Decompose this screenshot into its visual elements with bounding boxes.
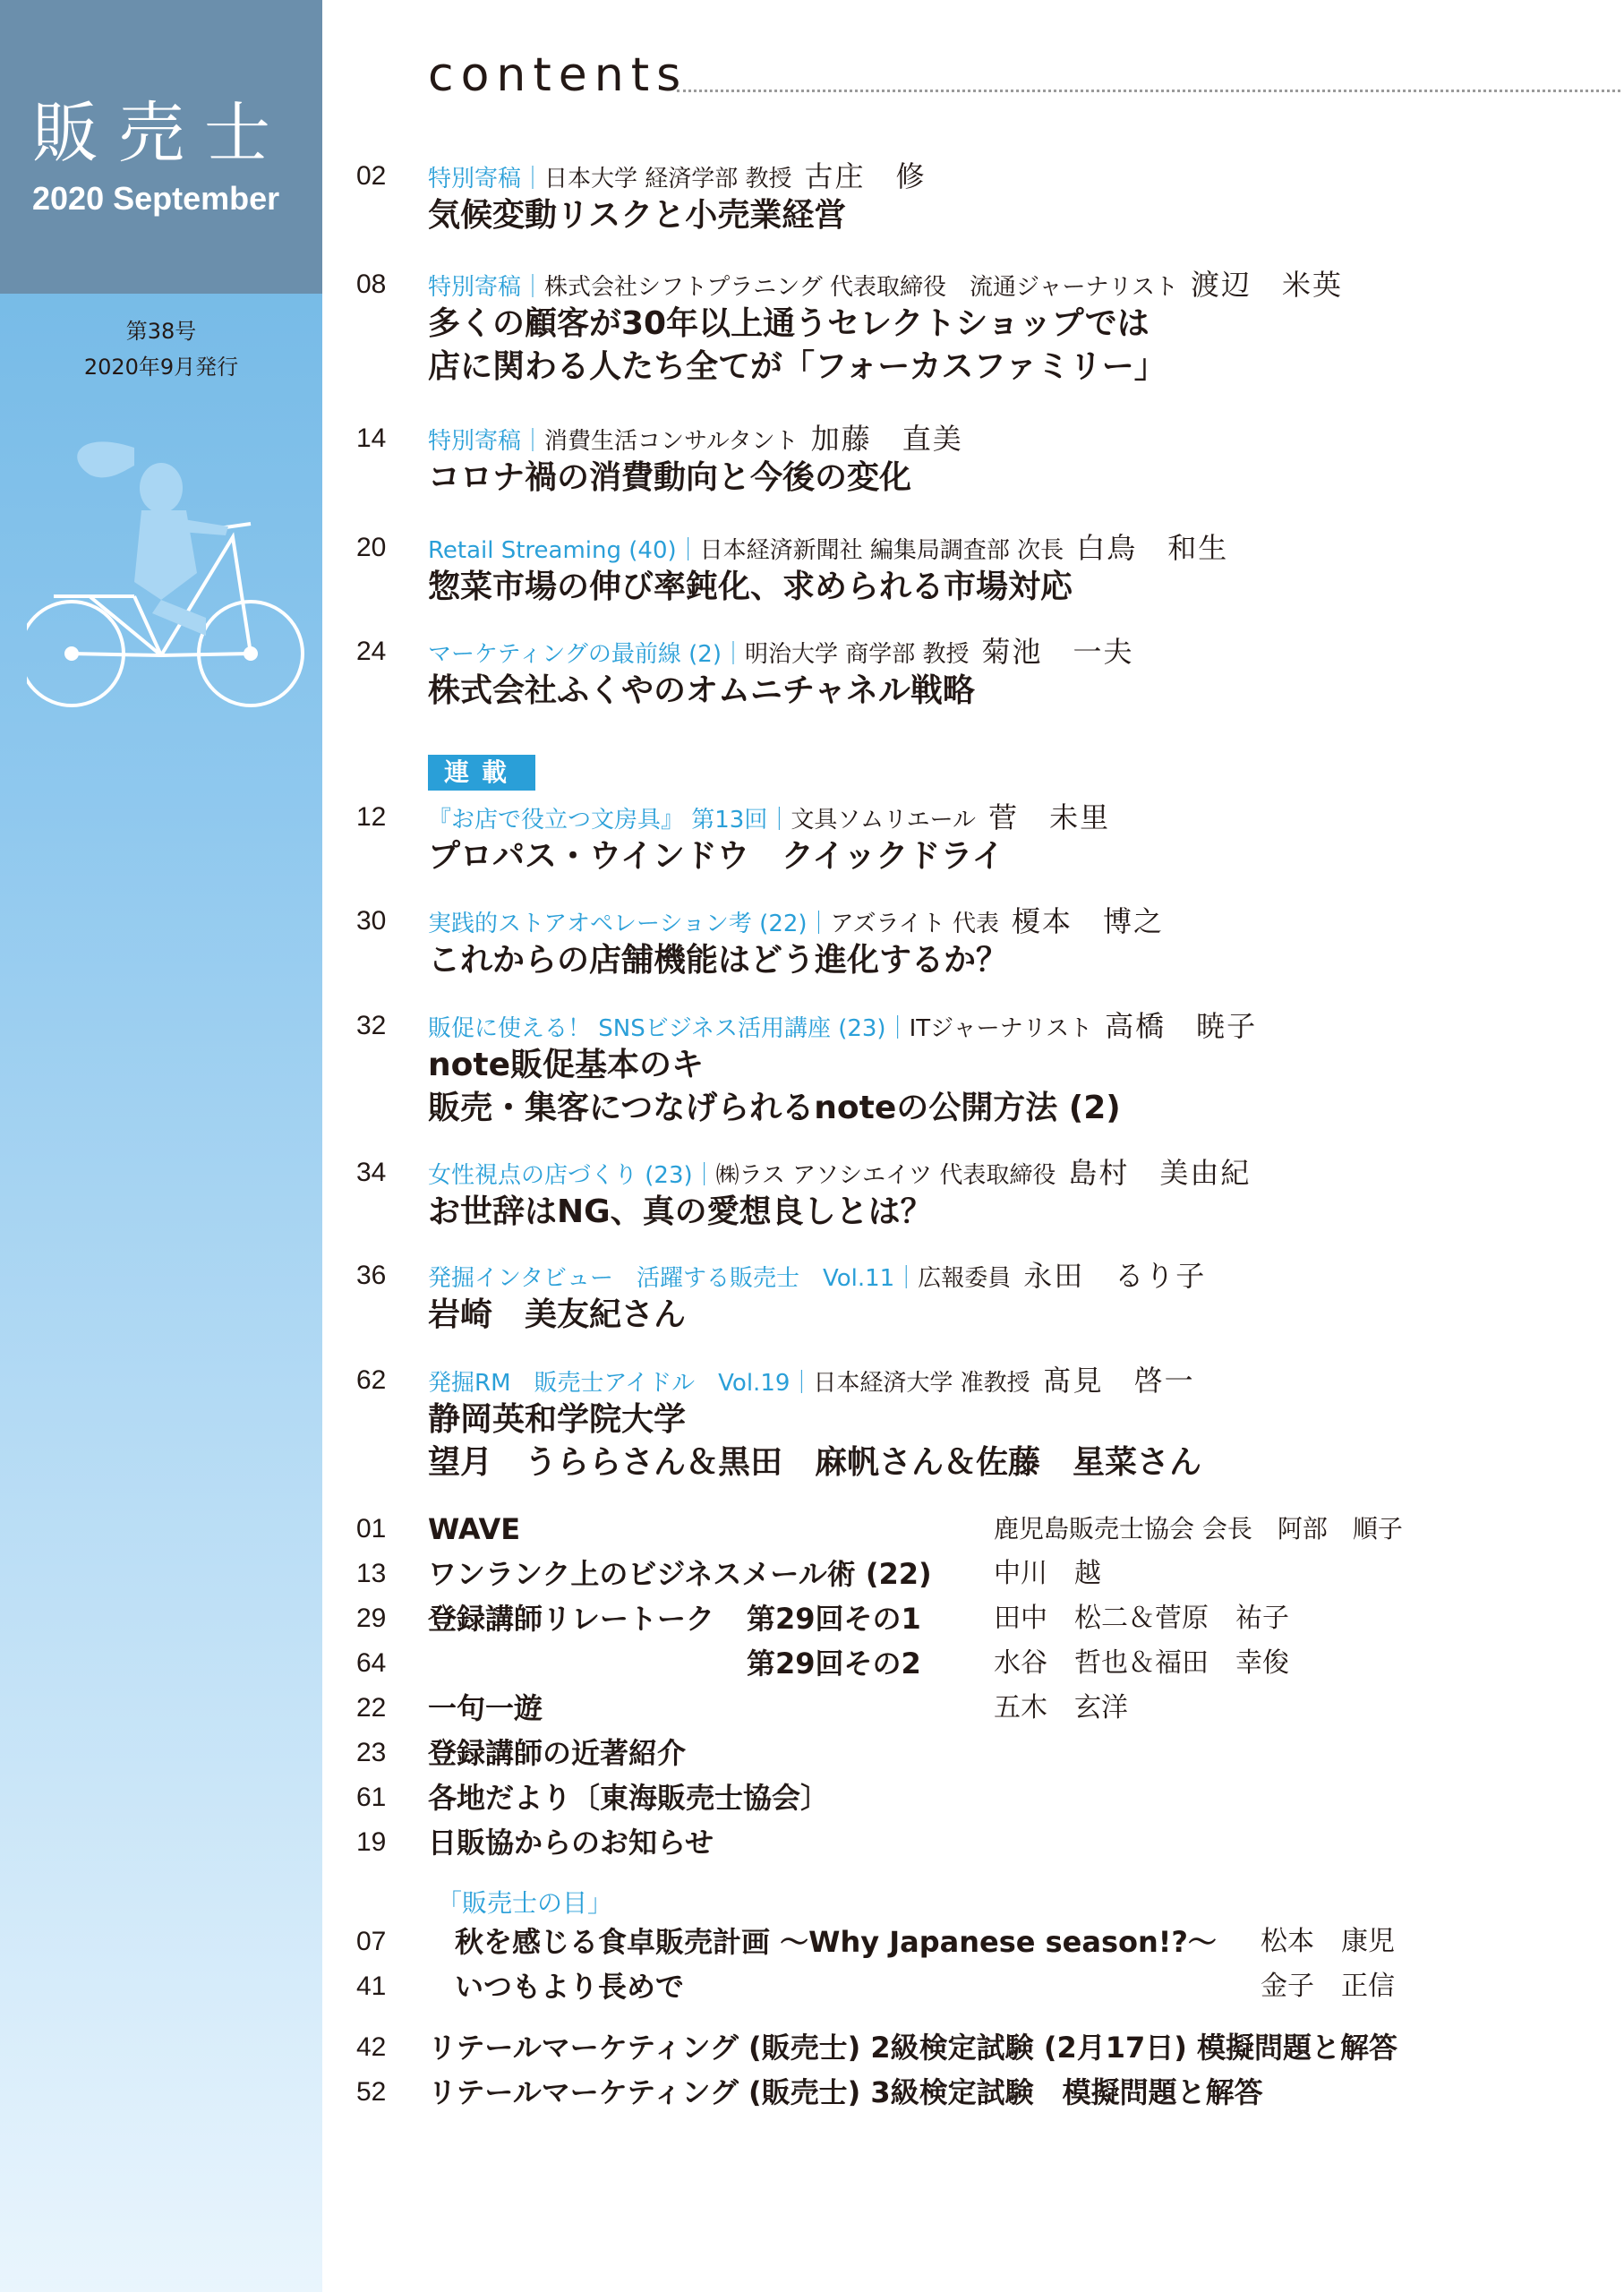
- regular-row: [356, 1507, 1610, 1552]
- author-name: 加藤 直美: [810, 422, 963, 456]
- page-number: 01: [356, 1514, 387, 1544]
- column-title: 登録講師の近著紹介: [428, 1736, 687, 1770]
- column-title: 各地だより〔東海販売士協会〕: [428, 1781, 830, 1815]
- author-name: 菅 未里: [988, 800, 1111, 834]
- page-number: 29: [356, 1604, 387, 1633]
- author-name: 髙見 啓一: [1042, 1364, 1195, 1398]
- page-number: 07: [356, 1927, 387, 1956]
- author-name: 白鳥 和生: [1076, 531, 1229, 565]
- column-title: 一句一遊: [428, 1691, 543, 1725]
- issue-date: 2020年9月発行: [83, 355, 239, 380]
- column-title: いつもより長めで: [455, 1970, 685, 2004]
- exam-row: [356, 2025, 1610, 2070]
- magazine-title: 販売士: [32, 95, 290, 172]
- dotted-leader: [677, 90, 1620, 92]
- author-name: 永田 るり子: [1023, 1259, 1207, 1293]
- regular-row: [356, 1552, 1610, 1596]
- serial-badge: 連載: [428, 755, 535, 791]
- column-author: 田中 松二＆菅原 祐子: [994, 1603, 1289, 1634]
- article-title: 販売・集客につなげられるnoteの公開方法 (2): [428, 1090, 1121, 1126]
- sidebar: [0, 0, 322, 2292]
- affiliation: アズライト 代表: [830, 911, 1000, 937]
- category-label: Retail Streaming (40)｜: [428, 537, 700, 564]
- page-number: 19: [356, 1827, 387, 1857]
- serial-entry: [356, 1258, 1610, 1337]
- affiliation: 広報委員: [918, 1265, 1012, 1292]
- article-title: プロパス・ウインドウ クイックドライ: [428, 838, 1004, 875]
- contents-heading: contents: [428, 48, 688, 102]
- category-label: 『お店で役立つ文房具』 第13回｜: [428, 807, 791, 834]
- page-number: 08: [356, 269, 387, 299]
- page-number: 20: [356, 533, 387, 562]
- column-author: 五木 玄洋: [994, 1692, 1128, 1723]
- column-subtitle: 第29回その2: [747, 1646, 921, 1681]
- category-label: 女性視点の店づくり (23)｜: [428, 1162, 716, 1189]
- magazine-edition: 2020 September: [32, 180, 280, 217]
- column-title: 秋を感じる食卓販売計画 ～Why Japanese season!?～: [455, 1925, 1217, 1959]
- column-title: 登録講師リレートーク: [428, 1602, 715, 1636]
- author-name: 菊池 一夫: [981, 635, 1134, 669]
- page-number: 23: [356, 1738, 387, 1767]
- affiliation: 日本経済大学 准教授: [813, 1370, 1030, 1397]
- category-label: 販促に使える！ SNSビジネス活用講座 (23)｜: [428, 1015, 910, 1042]
- affiliation: ㈱ラス アソシエイツ 代表取締役: [715, 1162, 1056, 1189]
- category-label: 特別寄稿｜: [428, 274, 545, 301]
- regular-row: [356, 1641, 1610, 1686]
- regular-row: [356, 1596, 1610, 1641]
- article-title: 静岡英和学院大学: [428, 1401, 687, 1438]
- sidebar-header: [0, 0, 322, 294]
- exam-title: リテールマーケティング (販売士) 2級検定試験 (2月17日) 模擬問題と解答: [428, 2031, 1398, 2065]
- article-title: お世辞はNG、真の愛想良しとは？: [428, 1193, 933, 1230]
- regular-row: [356, 1731, 1610, 1775]
- category-label: 特別寄稿｜: [428, 166, 545, 192]
- article-title: 多くの顧客が30年以上通うセレクトショップでは: [428, 305, 1150, 342]
- affiliation: 株式会社シフトプラニング 代表取締役 流通ジャーナリスト: [544, 274, 1178, 301]
- category-label: 特別寄稿｜: [428, 428, 545, 455]
- feature-entry: [356, 634, 1610, 713]
- page-number: 14: [356, 423, 387, 453]
- article-title: 株式会社ふくやのオムニチャネル戦略: [428, 672, 975, 709]
- column-subtitle: 第29回その1: [747, 1602, 921, 1636]
- page-number: 42: [356, 2032, 387, 2062]
- column-author: 鹿児島販売士協会 会長 阿部 順子: [994, 1514, 1403, 1544]
- column-author: 中川 越: [994, 1558, 1101, 1589]
- column-title: ワンランク上のビジネスメール術 (22): [428, 1557, 932, 1591]
- feature-entry: [356, 530, 1610, 609]
- feature-entry: [356, 267, 1610, 389]
- article-title: 店に関わる人たち全てが「フォーカスファミリー」: [428, 348, 1167, 385]
- issue-number: 第38号: [125, 319, 197, 344]
- feature-entry: [356, 421, 1610, 500]
- column-title: WAVE: [428, 1512, 521, 1546]
- category-label: 発掘RM 販売士アイドル Vol.19｜: [428, 1370, 814, 1397]
- page-number: 32: [356, 1011, 387, 1040]
- page-number: 13: [356, 1559, 387, 1588]
- page-number: 61: [356, 1783, 387, 1812]
- page-number: 02: [356, 161, 387, 191]
- eye-row: [356, 1964, 1610, 2009]
- author-name: 高橋 暁子: [1105, 1009, 1258, 1043]
- eye-section-heading: 「販売士の目」: [437, 1888, 613, 1918]
- author-name: 島村 美由紀: [1068, 1156, 1252, 1190]
- author-name: 榎本 博之: [1012, 904, 1165, 938]
- page-number: 12: [356, 802, 387, 832]
- regular-row: [356, 1775, 1610, 1820]
- affiliation: 消費生活コンサルタント: [544, 428, 799, 455]
- column-author: 金子 正信: [1261, 1971, 1395, 2002]
- category-label: マーケティングの最前線 (2)｜: [428, 641, 745, 668]
- page-number: 36: [356, 1261, 387, 1290]
- article-title: 惣菜市場の伸び率鈍化、求められる市場対応: [428, 569, 1073, 605]
- serial-entry: [356, 1155, 1610, 1234]
- page-number: 64: [356, 1648, 387, 1678]
- article-title: 岩崎 美友紀さん: [428, 1296, 687, 1333]
- exam-row: [356, 2070, 1610, 2115]
- column-author: 水谷 哲也＆福田 幸俊: [994, 1647, 1289, 1679]
- serial-entry: [356, 903, 1610, 982]
- affiliation: ITジャーナリスト: [909, 1015, 1093, 1042]
- author-name: 古庄 修: [804, 159, 927, 193]
- article-title: これからの店舗機能はどう進化するか？: [428, 942, 1009, 979]
- page-number: 41: [356, 1971, 387, 2001]
- eye-row: [356, 1920, 1610, 1964]
- affiliation: 明治大学 商学部 教授: [744, 641, 970, 668]
- category-label: 実践的ストアオペレーション考 (22)｜: [428, 911, 831, 937]
- article-title: 気候変動リスクと小売業経営: [428, 197, 847, 234]
- article-title: コロナ禍の消費動向と今後の変化: [428, 459, 912, 496]
- exam-title: リテールマーケティング (販売士) 3級検定試験 模擬問題と解答: [428, 2075, 1263, 2109]
- author-name: 渡辺 米英: [1190, 268, 1343, 302]
- serial-entry: [356, 800, 1610, 878]
- affiliation: 文具ソムリエール: [791, 807, 977, 834]
- regular-row: [356, 1686, 1610, 1731]
- column-title: 日販協からのお知らせ: [428, 1826, 714, 1860]
- cyclist-illustration: [27, 421, 304, 716]
- serial-entry: [356, 1008, 1610, 1130]
- page-number: 24: [356, 637, 387, 666]
- affiliation: 日本経済新聞社 編集局調査部 次長: [699, 537, 1064, 564]
- regular-row: [356, 1820, 1610, 1865]
- category-label: 発掘インタビュー 活躍する販売士 Vol.11｜: [428, 1265, 919, 1292]
- column-author: 松本 康児: [1261, 1926, 1395, 1957]
- serial-entry: [356, 1363, 1610, 1484]
- feature-entry: [356, 158, 1610, 237]
- page-number: 30: [356, 906, 387, 936]
- page-number: 34: [356, 1158, 387, 1187]
- page-number: 52: [356, 2077, 387, 2107]
- affiliation: 日本大学 経済学部 教授: [544, 166, 792, 192]
- article-title: note販促基本のキ: [428, 1047, 704, 1083]
- page-number: 22: [356, 1693, 387, 1723]
- article-title: 望月 うららさん＆黒田 麻帆さん＆佐藤 星菜さん: [428, 1444, 1202, 1481]
- page-number: 62: [356, 1365, 387, 1395]
